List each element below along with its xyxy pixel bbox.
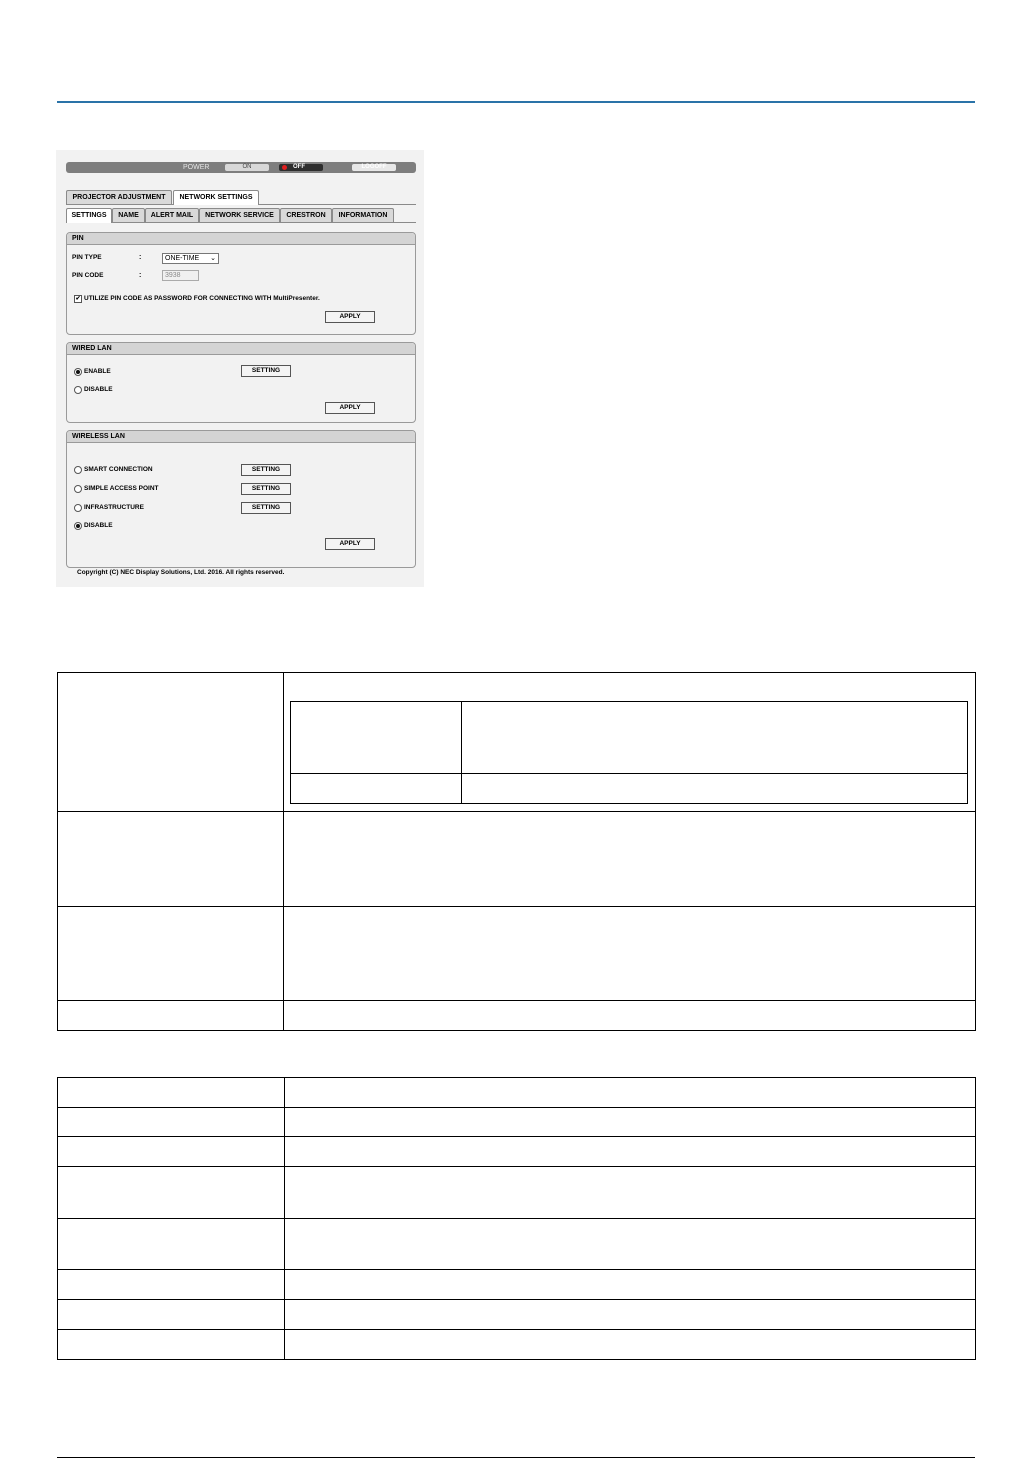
infrastructure-radio[interactable]	[74, 504, 82, 512]
wireless-lan-group	[66, 430, 416, 568]
main-tabs	[66, 190, 416, 205]
tab-settings[interactable]: SETTINGS	[66, 208, 112, 223]
pin-code-field[interactable]: 3938	[162, 270, 199, 281]
table-cell	[58, 1300, 285, 1330]
table-cell	[285, 1300, 976, 1330]
infrastructure-label: INFRASTRUCTURE	[84, 504, 144, 511]
smart-connection-label: SMART CONNECTION	[84, 466, 153, 473]
table-cell	[285, 1078, 976, 1108]
wireless-disable-radio[interactable]	[74, 522, 82, 530]
copyright-text: Copyright (C) NEC Display Solutions, Ltd. 2016. All rights reserved.	[77, 569, 285, 576]
wired-disable-radio[interactable]	[74, 386, 82, 394]
table-cell	[58, 1270, 285, 1300]
table-cell	[58, 1078, 285, 1108]
tab-projector-adjustment[interactable]: PROJECTOR ADJUSTMENT	[66, 190, 172, 204]
table-cell	[58, 1001, 284, 1031]
simple-access-point-radio[interactable]	[74, 485, 82, 493]
tab-network-settings[interactable]: NETWORK SETTINGS	[173, 190, 259, 205]
pin-code-label: PIN CODE	[72, 272, 104, 279]
wireless-apply-button[interactable]: APPLY	[325, 538, 375, 550]
table-cell	[58, 673, 284, 812]
tab-alert-mail[interactable]: ALERT MAIL	[145, 208, 199, 222]
tab-network-service[interactable]: NETWORK SERVICE	[199, 208, 280, 222]
table-cell	[285, 1137, 976, 1167]
simple-access-point-label: SIMPLE ACCESS POINT	[84, 485, 159, 492]
wireless-lan-title: WIRELESS LAN	[67, 431, 415, 443]
simple-access-point-setting-button[interactable]: SETTING	[241, 483, 291, 495]
tab-information[interactable]: INFORMATION	[332, 208, 394, 222]
pin-group	[66, 232, 416, 335]
wired-lan-group	[66, 342, 416, 423]
wired-disable-label: DISABLE	[84, 386, 113, 393]
table-cell	[58, 1108, 285, 1137]
smart-connection-radio[interactable]	[74, 466, 82, 474]
sub-tabs	[66, 208, 416, 223]
table-cell	[58, 1137, 285, 1167]
table-cell	[284, 1001, 976, 1031]
wired-lan-title: WIRED LAN	[67, 343, 415, 355]
wired-enable-radio[interactable]	[74, 368, 82, 376]
smart-connection-setting-button[interactable]: SETTING	[241, 464, 291, 476]
power-on-button[interactable]: ON	[225, 164, 269, 171]
table-cell	[58, 1167, 285, 1219]
power-indicator-icon	[282, 165, 287, 170]
pin-apply-button[interactable]: APPLY	[325, 311, 375, 323]
pin-type-value: ONE-TIME	[165, 255, 200, 262]
web-ui-panel	[56, 150, 424, 587]
table-cell	[285, 1108, 976, 1137]
pin-sub-table	[290, 701, 968, 804]
table-cell	[284, 673, 976, 812]
table-cell	[284, 812, 976, 907]
table-cell	[285, 1330, 976, 1360]
table-cell	[462, 774, 968, 804]
power-label: POWER	[183, 164, 210, 171]
pin-group-title: PIN	[67, 233, 415, 245]
utilize-pin-label: UTILIZE PIN CODE AS PASSWORD FOR CONNECTING WITH MultiPresenter.	[84, 295, 320, 302]
table-cell	[291, 702, 462, 774]
pin-code-colon: :	[139, 272, 142, 279]
network-table	[57, 1077, 976, 1360]
wired-apply-button[interactable]: APPLY	[325, 402, 375, 414]
wired-setting-button[interactable]: SETTING	[241, 365, 291, 377]
power-off-button[interactable]	[279, 164, 323, 171]
logoff-button[interactable]: LOGOFF	[352, 164, 396, 171]
table-cell	[58, 907, 284, 1001]
table-cell	[58, 812, 284, 907]
table-cell	[462, 702, 968, 774]
header-rule	[57, 101, 975, 103]
table-cell	[58, 1219, 285, 1270]
table-cell	[285, 1219, 976, 1270]
table-cell	[284, 907, 976, 1001]
tab-crestron[interactable]: CRESTRON	[280, 208, 332, 222]
tab-name[interactable]: NAME	[112, 208, 145, 222]
power-off-label: OFF	[293, 164, 305, 170]
chevron-down-icon: ⌄	[210, 255, 216, 262]
infrastructure-setting-button[interactable]: SETTING	[241, 502, 291, 514]
table-cell	[58, 1330, 285, 1360]
power-bar	[66, 162, 416, 173]
table-cell	[285, 1270, 976, 1300]
pin-type-select[interactable]	[162, 253, 219, 264]
wireless-disable-label: DISABLE	[84, 522, 113, 529]
utilize-pin-checkbox[interactable]: ✔	[75, 296, 81, 302]
pin-type-label: PIN TYPE	[72, 254, 102, 261]
table-cell	[291, 774, 462, 804]
settings-table	[57, 672, 976, 1031]
table-cell	[285, 1167, 976, 1219]
wired-enable-label: ENABLE	[84, 368, 111, 375]
pin-type-colon: :	[139, 254, 142, 261]
